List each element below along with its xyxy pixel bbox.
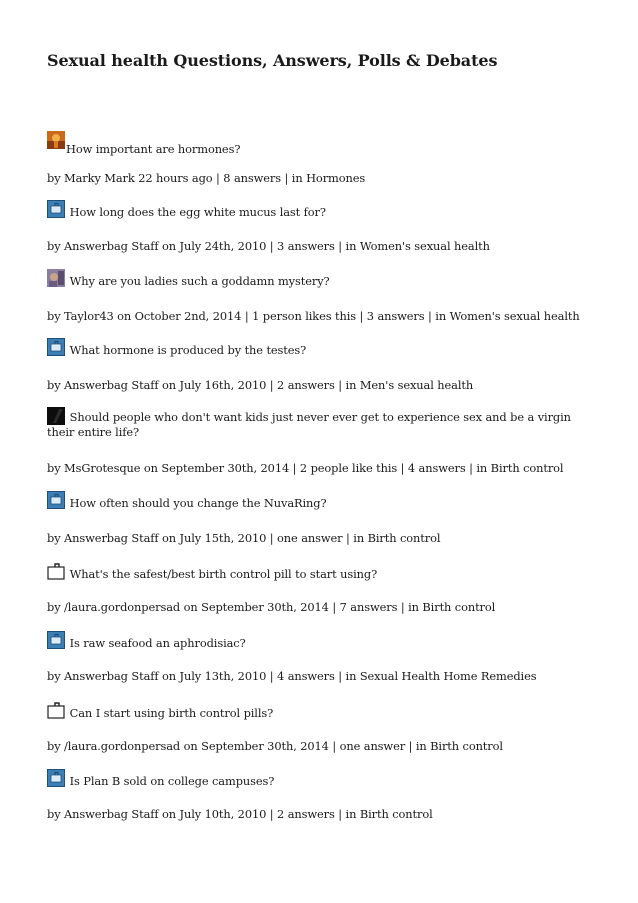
question-meta: by Answerbag Staff on July 15th, 2010 | one answer | in Birth control (47, 531, 441, 545)
question-meta: by Answerbag Staff on July 16th, 2010 | 2 answers | in Men's sexual health (47, 378, 474, 392)
user-avatar-icon[interactable] (47, 407, 65, 425)
question-meta: by /laura.gordonpersad on September 30th, 2014 | 7 answers | in Birth control (47, 600, 496, 614)
question-title-link[interactable]: What hormone is produced by the testes? (69, 343, 307, 357)
question-item (47, 131, 592, 185)
question-title-link[interactable]: Can I start using birth control pills? (69, 706, 274, 720)
question-meta: by Marky Mark 22 hours ago | 8 answers | in Hormones (47, 171, 366, 185)
question-title-link[interactable]: How long does the egg white mucus last for? (69, 205, 326, 219)
question-meta: by /laura.gordonpersad on September 30th, 2014 | one answer | in Birth control (47, 739, 503, 753)
question-item (47, 407, 592, 475)
question-bubble-icon[interactable] (47, 338, 65, 356)
user-avatar-icon[interactable] (47, 131, 65, 149)
question-meta: by Answerbag Staff on July 24th, 2010 | 3 answers | in Women's sexual health (47, 239, 490, 253)
page-title: Sexual health Questions, Answers, Polls & Debates (47, 51, 498, 70)
question-title-link[interactable]: How often should you change the NuvaRing? (69, 496, 327, 510)
question-item (47, 269, 592, 323)
question-item (47, 491, 592, 545)
question-title-link[interactable]: How important are hormones? (66, 142, 241, 156)
question-meta: by MsGrotesque on September 30th, 2014 | 2 people like this | 4 answers | in Birth control (47, 461, 564, 475)
question-item (47, 701, 592, 753)
question-bubble-icon[interactable] (47, 769, 65, 787)
user-avatar-icon[interactable] (47, 269, 65, 287)
question-bubble-icon[interactable] (47, 200, 65, 218)
question-outline-icon[interactable] (47, 701, 65, 719)
question-meta: by Answerbag Staff on July 13th, 2010 | 4 answers | in Sexual Health Home Remedies (47, 669, 537, 683)
question-meta: by Answerbag Staff on July 10th, 2010 | 2 answers | in Birth control (47, 807, 433, 821)
question-bubble-icon[interactable] (47, 631, 65, 649)
question-title-link[interactable]: What's the safest/best birth control pill to start using? (69, 567, 378, 581)
question-title-link[interactable]: Why are you ladies such a goddamn mystery? (69, 274, 330, 288)
question-bubble-icon[interactable] (47, 491, 65, 509)
question-title-link[interactable]: Is raw seafood an aphrodisiac? (69, 636, 246, 650)
question-outline-icon[interactable] (47, 562, 65, 580)
question-meta: by Taylor43 on October 2nd, 2014 | 1 person likes this | 3 answers | in Women's sexual health (47, 309, 580, 323)
question-item (47, 338, 592, 392)
question-title-link[interactable]: Is Plan B sold on college campuses? (69, 774, 275, 788)
question-title-link[interactable]: Should people who don't want kids just never ever get to experience sex and be a virgin their entire life? (47, 410, 571, 439)
question-item (47, 200, 592, 253)
question-item (47, 631, 592, 683)
question-item (47, 562, 592, 614)
question-item (47, 769, 592, 821)
